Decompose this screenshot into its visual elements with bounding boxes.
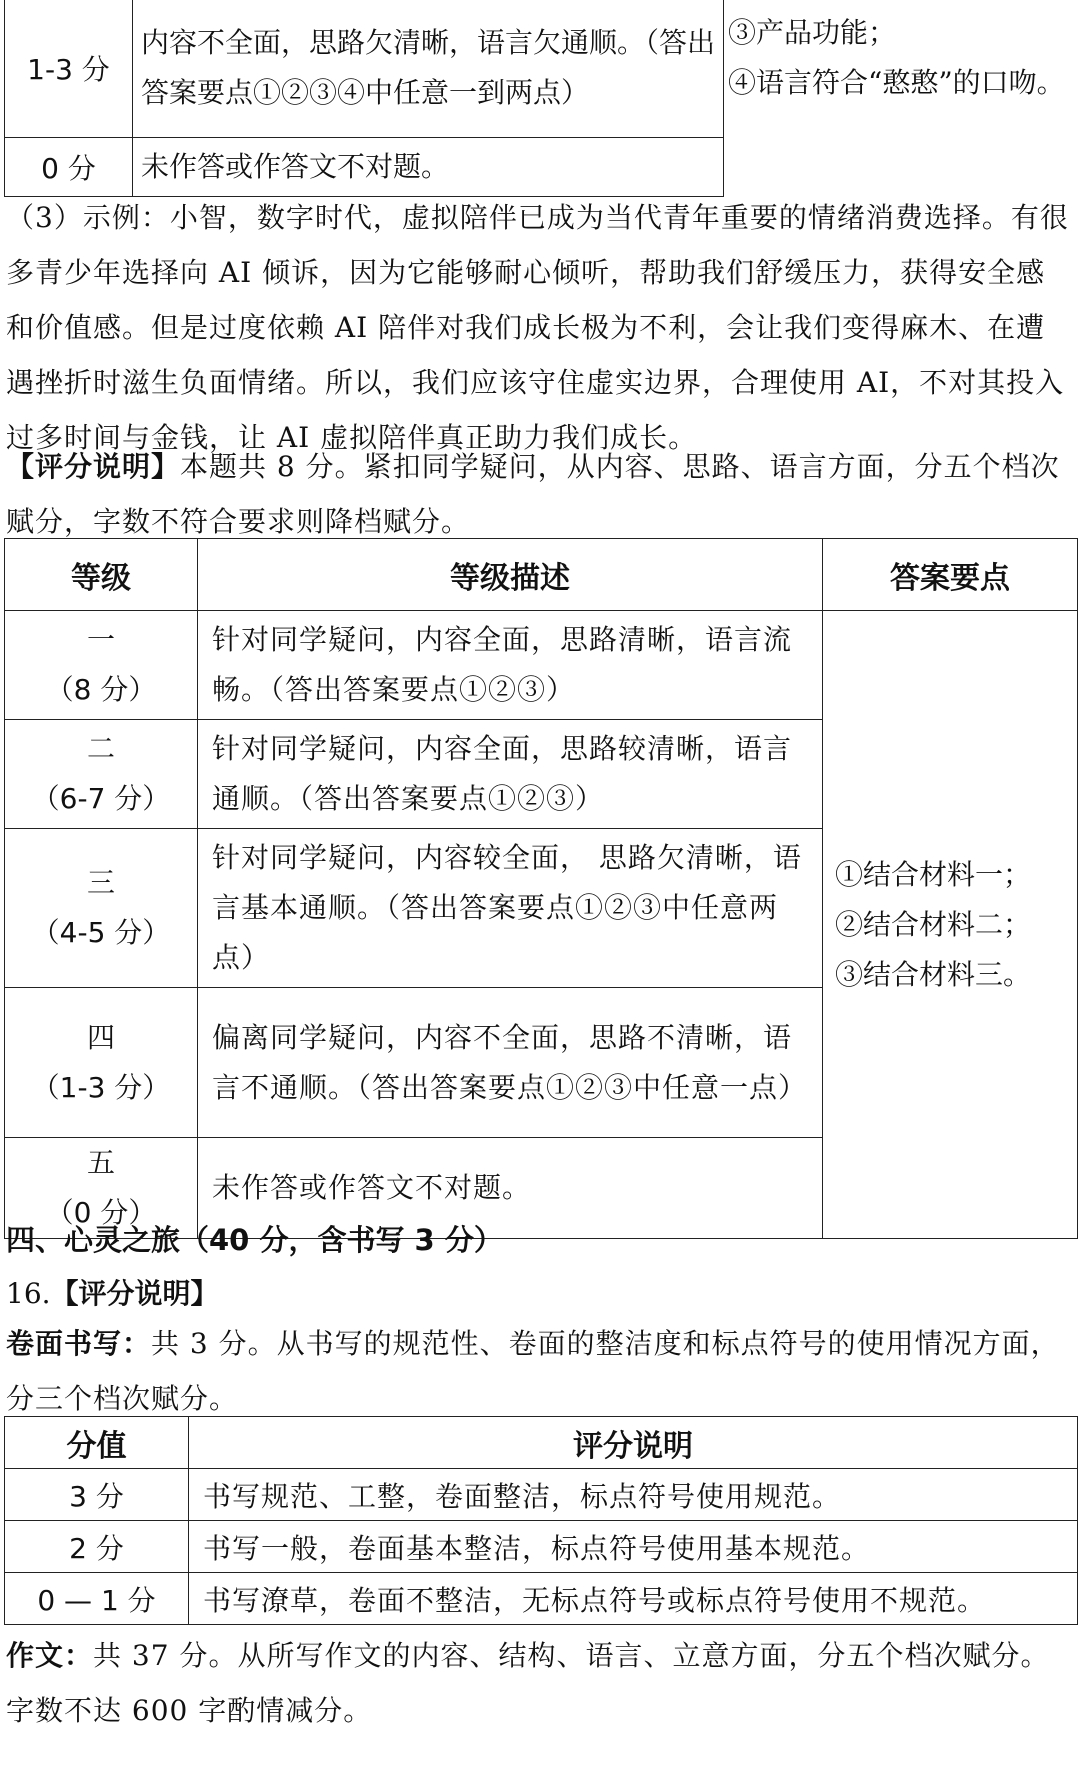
desc-cell (133, 137, 724, 196)
section-title: 四、心灵之旅（40 分，含书写 3 分） (6, 1223, 503, 1257)
level-score: （4-5 分） (31, 916, 171, 949)
header-points: 答案要点 (823, 539, 1078, 611)
grade-table (4, 538, 1078, 1239)
level-desc: 针对同学疑问，内容全面，思路清晰，语言流畅。（答出答案要点①②③） (198, 611, 823, 720)
desc-cell: 书写规范、工整，卷面整洁，标点符号使用规范。 (189, 1469, 1078, 1521)
level-name: 五 (86, 1146, 115, 1179)
example-paragraph: （3）示例：小智，数字时代，虚拟陪伴已成为当代青年重要的情绪消费选择。有很多青少年选择向 AI 倾诉，因为它能够耐心倾听，帮助我们舒缓压力，获得安全感和价值感。但是过度依赖 AI 陪伴对我们成长极为不利，会让我们变得麻木、在遭遇挫折时滋生负面情绪。所以，我们应该守住虚实边界，合理使用 AI，不对其投入过多时间与金钱，让 AI 虚拟陪伴真正助力我们成长。 (6, 201, 1069, 454)
level-desc: 针对同学疑问，内容全面，思路较清晰，语言通顺。（答出答案要点①②③） (198, 720, 823, 829)
header-desc: 评分说明 (189, 1417, 1078, 1469)
level-score: （1-3 分） (31, 1070, 171, 1104)
desc-text: 未作答或作答文不对题。 (141, 149, 450, 183)
level-score: （0 分） (45, 1196, 157, 1229)
level-score: （6-7 分） (31, 782, 171, 815)
writing-label: 卷面书写： (6, 1327, 152, 1360)
score-cell: 0 — 1 分 (5, 1573, 189, 1625)
level-name: 二 (86, 732, 115, 765)
header-desc: 等级描述 (198, 539, 823, 611)
header-level: 等级 (5, 539, 198, 611)
level-cell (5, 611, 198, 720)
points-cell (823, 611, 1078, 1239)
level-name: 三 (86, 866, 115, 899)
point-item: ①结合材料一； (835, 857, 1032, 891)
desc-cell: 书写一般，卷面基本整洁，标点符号使用基本规范。 (189, 1521, 1078, 1573)
scoring-note (6, 439, 1074, 549)
score-cell: 3 分 (5, 1469, 189, 1521)
scoring-note-text: 本题共 8 分。紧扣同学疑问，从内容、思路、语言方面，分五个档次赋分，字数不符合要求则降档赋分。 (6, 450, 1060, 538)
top-score-table (4, 0, 1078, 197)
score-text: 1-3 分 (27, 53, 110, 87)
level-cell (5, 988, 198, 1138)
question-heading (6, 1266, 1074, 1321)
score-text: 0 分 (41, 151, 96, 185)
level-score: （8 分） (45, 673, 157, 706)
level-name: 一 (86, 623, 115, 656)
level-cell (5, 720, 198, 829)
point-item: ④语言符合“憨憨”的口吻。 (728, 66, 1065, 99)
question-label: 【评分说明】 (50, 1277, 219, 1310)
level-name: 四 (86, 1020, 115, 1054)
desc-cell (133, 0, 724, 137)
desc-text: 内容不全面，思路欠清晰，语言欠通顺。（答出答案要点①②③④中任意一到两点） (141, 26, 716, 110)
level-desc: 未作答或作答文不对题。 (198, 1138, 823, 1239)
score-cell: 2 分 (5, 1521, 189, 1573)
score-cell (5, 137, 133, 196)
header-score: 分值 (5, 1417, 189, 1469)
point-item: ②结合材料二； (835, 907, 1032, 941)
scoring-note-label: 【评分说明】 (6, 450, 181, 483)
point-item: ③结合材料三。 (835, 957, 1032, 991)
score-cell (5, 0, 133, 137)
writing-text: 共 3 分。从书写的规范性、卷面的整洁度和标点符号的使用情况方面，分三个档次赋分。 (6, 1327, 1060, 1415)
essay-label: 作文： (6, 1639, 94, 1672)
level-desc: 针对同学疑问，内容较全面， 思路欠清晰，语言基本通顺。（答出答案要点①②③中任意两点） (198, 829, 823, 988)
point-item: ③产品功能； (728, 16, 897, 49)
question-number: 16. (6, 1277, 51, 1310)
writing-table (4, 1416, 1078, 1625)
essay-text: 共 37 分。从所写作文的内容、结构、语言、立意方面，分五个档次赋分。字数不达 600 字酌情减分。 (6, 1639, 1050, 1727)
level-desc: 偏离同学疑问，内容不全面，思路不清晰，语言不通顺。（答出答案要点①②③中任意一点） (198, 988, 823, 1138)
desc-cell: 书写潦草，卷面不整洁，无标点符号或标点符号使用不规范。 (189, 1573, 1078, 1625)
points-cell (724, 0, 1079, 196)
essay-note (6, 1628, 1074, 1738)
writing-note (6, 1316, 1074, 1426)
level-cell (5, 829, 198, 988)
